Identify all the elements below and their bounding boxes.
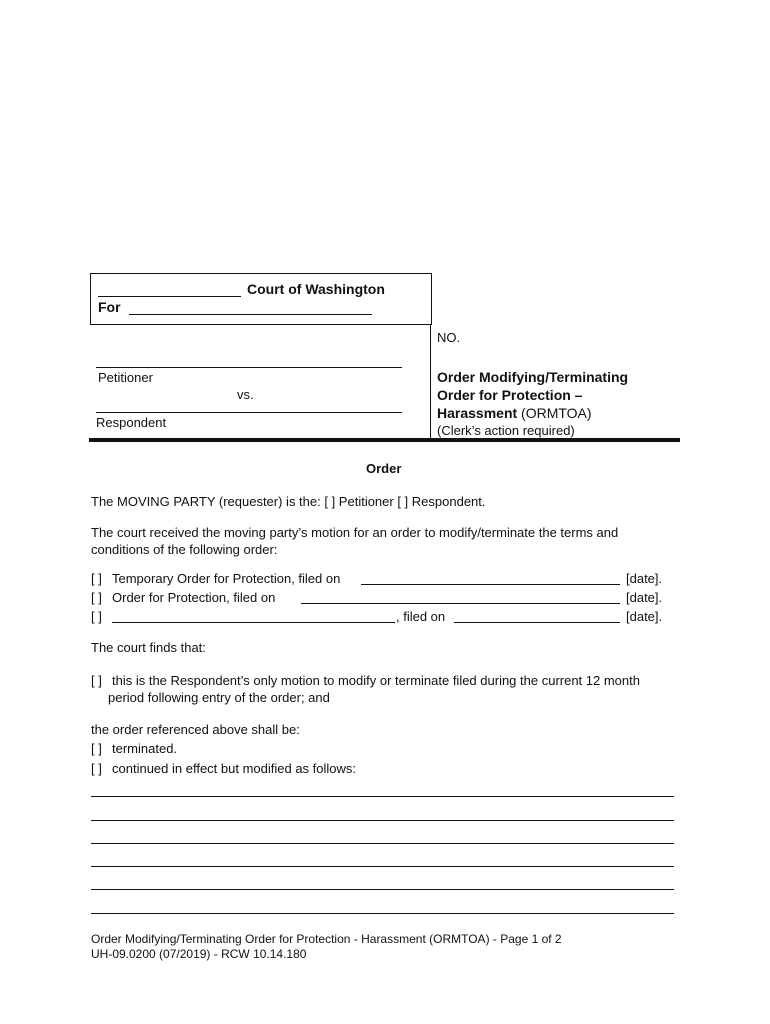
- option-other-filed-label: , filed on: [396, 609, 446, 624]
- option-order-label: Order for Protection, filed on: [112, 590, 276, 605]
- modification-line[interactable]: [91, 866, 674, 867]
- caption-divider: [90, 324, 431, 325]
- option-temporary-date-field[interactable]: [361, 584, 620, 585]
- terminated-checkbox[interactable]: [ ]: [91, 741, 102, 756]
- received-line-2: conditions of the following order:: [91, 542, 278, 557]
- for-label: For: [98, 299, 121, 315]
- court-suffix: Court of Washington: [247, 281, 385, 297]
- option-temporary-date-label: [date].: [626, 571, 663, 586]
- caption-vertical-rule: [430, 324, 431, 441]
- option-temporary-checkbox[interactable]: [ ]: [91, 571, 102, 586]
- form-title-abbrev: (ORMTOA): [517, 405, 592, 421]
- modification-line[interactable]: [91, 843, 674, 844]
- continued-checkbox[interactable]: [ ]: [91, 761, 102, 776]
- option-other-date-label: [date].: [626, 609, 663, 624]
- modification-line[interactable]: [91, 913, 674, 914]
- footer-title: Order Modifying/Terminating Order for Protection - Harassment (ORMTOA) - Page 1 of 2: [91, 932, 562, 946]
- terminated-label: terminated.: [112, 741, 178, 756]
- option-temporary-label: Temporary Order for Protection, filed on: [112, 571, 341, 586]
- court-finds: The court finds that:: [91, 640, 206, 655]
- form-title-line2: Order for Protection –: [437, 387, 583, 403]
- option-other-date-field[interactable]: [454, 622, 620, 623]
- respondent-label: Respondent: [96, 415, 167, 430]
- modification-line[interactable]: [91, 889, 674, 890]
- footer-form-number: UH-09.0200 (07/2019) - RCW 10.14.180: [91, 947, 307, 961]
- form-title-line1: Order Modifying/Terminating: [437, 369, 629, 385]
- order-referenced: the order referenced above shall be:: [91, 722, 300, 737]
- vs-label: vs.: [237, 387, 254, 402]
- form-title-line3: [437, 405, 592, 421]
- clerk-note: (Clerk’s action required): [437, 423, 575, 438]
- option-other-checkbox[interactable]: [ ]: [91, 609, 102, 624]
- respondent-name-field[interactable]: [96, 412, 402, 413]
- modification-line[interactable]: [91, 820, 674, 821]
- petitioner-name-field[interactable]: [96, 367, 402, 368]
- finding-line-2: period following entry of the order; and: [108, 690, 330, 705]
- caption-thick-rule: [89, 438, 680, 442]
- case-number-label: NO.: [437, 330, 461, 345]
- option-order-checkbox[interactable]: [ ]: [91, 590, 102, 605]
- form-title-harassment: Harassment: [437, 405, 518, 421]
- petitioner-label: Petitioner: [98, 370, 153, 385]
- option-order-date-field[interactable]: [301, 603, 620, 604]
- moving-party-line: The MOVING PARTY (requester) is the: [ ] Petitioner [ ] Respondent.: [91, 494, 486, 509]
- continued-label: continued in effect but modified as follows:: [112, 761, 357, 776]
- received-line-1: The court received the moving party’s motion for an order to modify/terminate the terms and: [91, 525, 619, 540]
- modification-line[interactable]: [91, 796, 674, 797]
- order-heading: Order: [366, 461, 402, 476]
- for-field[interactable]: [129, 314, 372, 315]
- option-other-name-field[interactable]: [112, 622, 395, 623]
- finding-checkbox[interactable]: [ ]: [91, 673, 102, 688]
- court-name-field[interactable]: [98, 296, 241, 297]
- option-order-date-label: [date].: [626, 590, 663, 605]
- finding-line-1: this is the Respondent’s only motion to modify or terminate filed during the current 12 month: [112, 673, 640, 688]
